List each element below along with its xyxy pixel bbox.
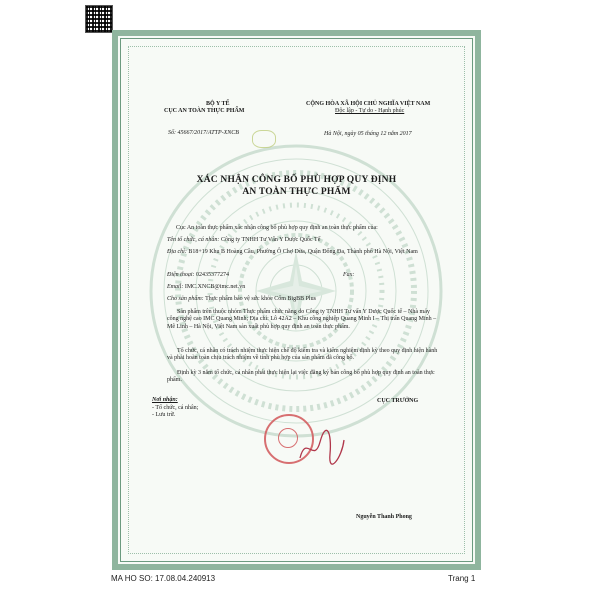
document-number: Số: 45667/2017/ATTP-XNCB (168, 130, 239, 136)
recipient-item: - Lưu trữ. (152, 412, 176, 418)
email-row (167, 284, 245, 291)
intro-text: Cục An toàn thực phẩm xác nhận công bố phù hợp quy định an toàn thực phẩm của: (176, 225, 378, 231)
ministry-name: BỘ Y TẾ (206, 101, 230, 107)
recipient-item: - Tổ chức, cá nhân; (152, 405, 199, 411)
org-value: Công ty TNHH Tư Vấn Y Dược Quốc Tế (220, 237, 321, 243)
qr-code (85, 5, 113, 33)
paragraph-manufacturer: Sản phẩm trên thuộc nhóm Thực phẩm chức năng do Công ty TNHH Tư vấn Y Dược Quốc tế – Nhà máy công nghệ cao IMC Quang Minh; Địa chỉ: Lô 42A2 – Khu công nghiệp Quang Minh I – Thị trấn Quang Minh – Mê Linh – Hà Nội, Việt Nam sản xuất phù hợp quy định an toàn thực phẩm. (167, 309, 437, 330)
country-name: CỘNG HÒA XÃ HỘI CHỦ NGHĨA VIỆT NAM (306, 101, 431, 107)
org-row (167, 237, 320, 244)
email-value: IMC.XNCB@imc.net.vn (184, 284, 246, 290)
product-row (167, 296, 316, 303)
document-title-line1: XÁC NHẬN CÔNG BỐ PHÙ HỢP QUY ĐỊNH (196, 175, 397, 185)
national-motto: Độc lập - Tự do - Hạnh phúc (335, 108, 405, 114)
org-label: Tên tổ chức, cá nhân: (167, 237, 220, 243)
address-value: B18+19 Khu B Hoàng Cầu, Phường Ô Chợ Dừa, Quận Đống Đa, Thành phố Hà Nội, Việt Nam (188, 249, 418, 255)
product-value: Thực phẩm bảo vệ sức khỏe Cốm BigBB Plus (205, 296, 316, 302)
department-name: CỤC AN TOÀN THỰC PHẨM (164, 108, 245, 114)
signer-name: Nguyễn Thanh Phong (356, 514, 412, 520)
address-label: Địa chỉ: (167, 249, 187, 255)
certificate-sheet (112, 30, 481, 570)
address-row (167, 249, 442, 256)
issue-date: Hà Nội, ngày 05 tháng 12 năm 2017 (324, 131, 412, 137)
signer-title: CỤC TRƯỞNG (377, 398, 419, 404)
document-title-line2: AN TOÀN THỰC PHẨM (242, 187, 351, 197)
product-label: Cho sản phẩm: (167, 296, 204, 302)
dossier-number: MA HO SO: 17.08.04.240913 (111, 574, 216, 583)
paragraph-renewal: Định kỳ 3 năm tổ chức, cá nhân phải thực hiện lại việc đăng ký bản công bố phù hợp quy định an toàn thực phẩm. (167, 370, 435, 384)
recipients-heading: Nơi nhận: (152, 397, 178, 403)
phone-value: 02435377274 (196, 272, 229, 278)
handwritten-signature (296, 428, 346, 468)
fax-label: Fax: (343, 272, 355, 278)
phone-label: Điện thoại: (167, 272, 195, 278)
email-label: Email: (167, 284, 184, 290)
paragraph-responsibility: Tổ chức, cá nhân có trách nhiệm thực hiện chế độ kiểm tra và kiểm nghiệm định kỳ theo quy định hiện hành và phải hoàn toàn chịu trách nhiệm về tính phù hợp của sản phẩm đã công bố. (167, 348, 438, 362)
phone-row (167, 272, 229, 279)
page-number: Trang 1 (448, 574, 476, 583)
